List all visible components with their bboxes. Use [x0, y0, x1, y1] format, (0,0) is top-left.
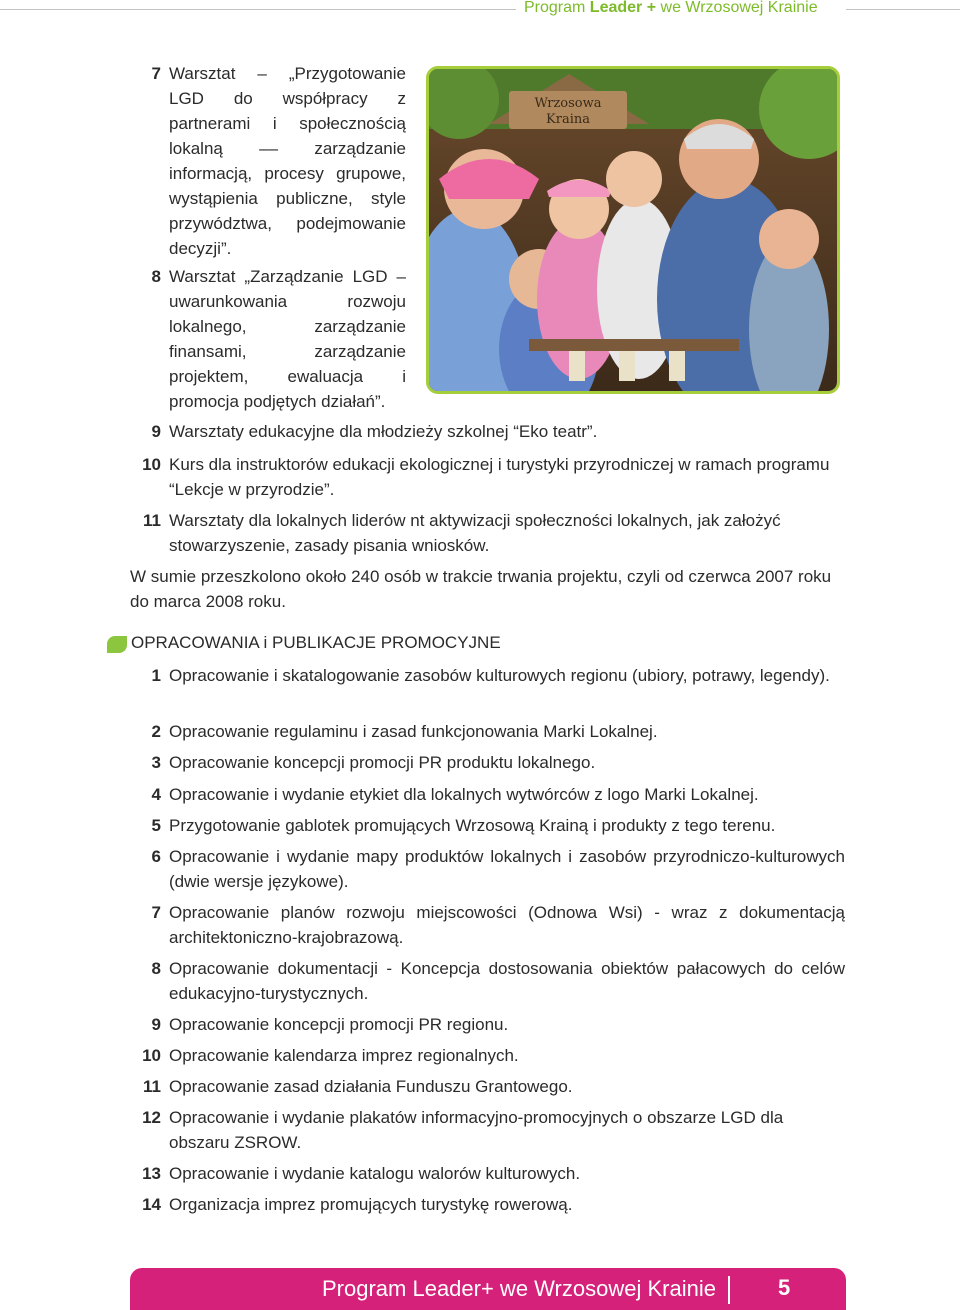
- list-item: 1 Opracowanie i skatalogowanie zasobów kulturowych regionu (ubiory, potrawy, legendy).: [151, 666, 830, 685]
- list-item: 3 Opracowanie koncepcji promocji PR produktu lokalnego.: [151, 753, 596, 772]
- sign-text-2: Kraina: [546, 112, 590, 127]
- page-number: 5: [778, 1275, 791, 1300]
- list-item: 12 Opracowanie i wydanie plakatów informacyjno-promocyjnych o obszarze LGD dla obszaru ZSROW.: [142, 1108, 784, 1152]
- running-header: [0, 0, 960, 20]
- footer-title: Program Leader+ we Wrzosowej Krainie: [322, 1276, 716, 1301]
- summary-paragraph: W sumie przeszkolono około 240 osób w trakcie trwania projektu, czyli od czerwca 2007 roku do marca 2008 roku.: [130, 567, 832, 611]
- list-item: 7 Opracowanie planów rozwoju miejscowości (Odnowa Wsi) - wraz z dokumentacją architektoniczno-krajobrazową.: [151, 903, 845, 947]
- list-item: 10 Opracowanie kalendarza imprez regionalnych.: [142, 1046, 519, 1065]
- list-item: 7 Warsztat – „Przygotowanie LGD do współpracy z partnerami i społecznością lokalną –– zarządzanie informacją, procesy grupowe, wystąpienia publiczne, style przywództwa, podejmowanie decyzji”.: [151, 64, 406, 258]
- list-item: 8 Opracowanie dokumentacji - Koncepcja dostosowania obiektów pałacowych do celów edukacyjno-turystycznych.: [151, 959, 845, 1003]
- list-item: 4 Opracowanie i wydanie etykiet dla lokalnych wytwórców z logo Marki Lokalnej.: [151, 785, 759, 804]
- header-title: Program Leader + we Wrzosowej Krainie: [524, 0, 818, 16]
- workshop-photo: [426, 66, 840, 394]
- page-footer: [130, 1268, 846, 1310]
- list-item: 14 Organizacja imprez promujących turystykę rowerową.: [142, 1195, 573, 1214]
- list-item: 8 Warsztat „Zarządzanie LGD – uwarunkowania rozwoju lokalnego, zarządzanie finansami, zarządzanie projektem, ewaluacja i promocja podjętych działań”.: [151, 267, 406, 411]
- list-item: 5 Przygotowanie gablotek promujących Wrzosową Krainą i produkty z tego terenu.: [151, 816, 776, 835]
- list-item: 11 Warsztaty dla lokalnych liderów nt aktywizacji społeczności lokalnych, jak założyć stowarzyszenie, zasady pisania wniosków.: [143, 511, 781, 555]
- list-item: 11 Opracowanie zasad działania Funduszu Grantowego.: [143, 1077, 573, 1096]
- list-item: 2 Opracowanie regulaminu i zasad funkcjonowania Marki Lokalnej.: [151, 722, 658, 741]
- list-item: 9 Opracowanie koncepcji promocji PR regionu.: [151, 1015, 509, 1034]
- section-marker-icon: [107, 636, 127, 653]
- list-item: 9 Warsztaty edukacyjne dla młodzieży szkolnej “Eko teatr”.: [151, 422, 598, 441]
- header-rule-left: [0, 9, 516, 10]
- list-item: 10 Kurs dla instruktorów edukacji ekologicznej i turystyki przyrodniczej w ramach programu “Lekcje w przyrodzie”.: [142, 455, 830, 499]
- sign-text-1: Wrzosowa: [534, 96, 602, 111]
- header-rule-right: [846, 9, 960, 10]
- footer-divider: [728, 1276, 730, 1304]
- list-item: 13 Opracowanie i wydanie katalogu walorów kulturowych.: [142, 1164, 581, 1183]
- list-item: 6 Opracowanie i wydanie mapy produktów lokalnych i zasobów przyrodniczo-kulturowych (dwie wersje językowe).: [151, 847, 845, 891]
- section-title: OPRACOWANIA i PUBLIKACJE PROMOCYJNE: [131, 633, 501, 652]
